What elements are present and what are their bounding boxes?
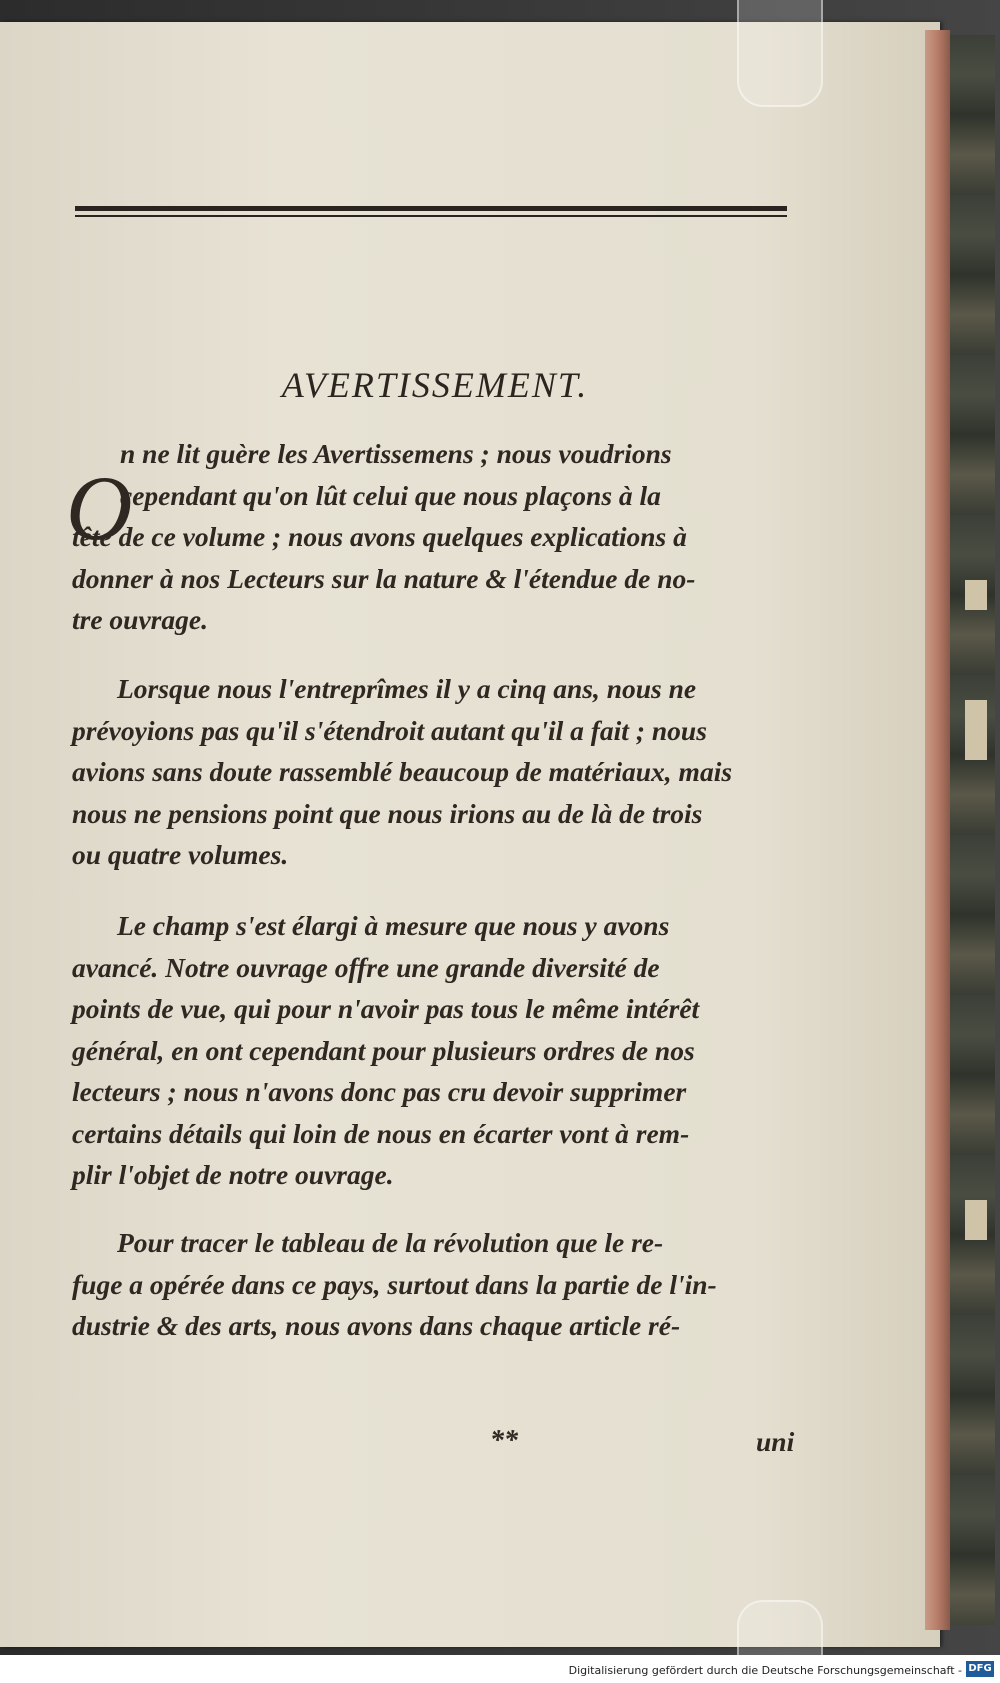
book-binding xyxy=(950,35,995,1625)
text-line: ou quatre volumes. xyxy=(72,839,289,870)
text-line: lecteurs ; nous n'avons donc pas cru devoir supprimer xyxy=(72,1076,687,1107)
paragraph-2 xyxy=(72,668,802,876)
text-line: Lorsque nous l'entreprîmes il y a cinq ans, nous ne xyxy=(117,673,697,704)
text-line: tête de ce volume ; nous avons quelques explications à xyxy=(72,521,687,552)
text-line: Le champ s'est élargi à mesure que nous y avons xyxy=(117,910,670,941)
paragraph-1 xyxy=(72,433,802,641)
text-line: avancé. Notre ouvrage offre une grande diversité de xyxy=(72,951,660,983)
text-line: points de vue, qui pour n'avoir pas tous le même intérêt xyxy=(72,993,700,1024)
ornamental-rule-thin xyxy=(75,215,787,217)
text-line: tre ouvrage. xyxy=(72,604,208,635)
text-line: dustrie & des arts, nous avons dans chaque article ré- xyxy=(72,1310,681,1341)
text-line: avions sans doute rassemblé beaucoup de matériaux, mais xyxy=(72,756,733,787)
text-line: n ne lit guère les Avertissemens ; nous voudrions xyxy=(120,438,672,469)
dfg-logo: DFG xyxy=(966,1661,994,1677)
binding-tear xyxy=(965,580,987,610)
page-clip-top xyxy=(737,0,823,107)
page-edge xyxy=(925,30,950,1630)
text-line: Pour tracer le tableau de la révolution que le re- xyxy=(117,1227,664,1258)
text-line: nous ne pensions point que nous irions au de là de trois xyxy=(72,797,703,829)
text-line: général, en ont cependant pour plusieurs ordres de nos xyxy=(72,1034,695,1066)
text-line: donner à nos Lecteurs sur la nature & l'étendue de no- xyxy=(72,562,696,594)
text-line: prévoyions pas qu'il s'étendroit autant qu'il a fait ; nous xyxy=(72,714,707,746)
paragraph-3 xyxy=(72,905,802,1196)
catchword: uni xyxy=(756,1426,795,1457)
ornamental-rule-thick xyxy=(75,206,787,211)
paragraph-4 xyxy=(72,1222,802,1347)
footer-credit: Digitalisierung gefördert durch die Deutsche Forschungsgemeinschaft - xyxy=(568,1664,962,1677)
page-heading: AVERTISSEMENT. xyxy=(281,365,589,405)
drop-capital: O xyxy=(66,457,133,559)
text-line: certains détails qui loin de nous en écarter vont à rem- xyxy=(72,1117,690,1149)
text-line: fuge a opérée dans ce pays, surtout dans la partie de l'in- xyxy=(72,1268,717,1300)
signature-mark: ** xyxy=(490,1425,518,1456)
text-line: plir l'objet de notre ouvrage. xyxy=(72,1159,394,1190)
text-line: cependant qu'on lût celui que nous plaçons à la xyxy=(120,479,661,511)
binding-tear xyxy=(965,700,987,760)
binding-tear xyxy=(965,1200,987,1240)
